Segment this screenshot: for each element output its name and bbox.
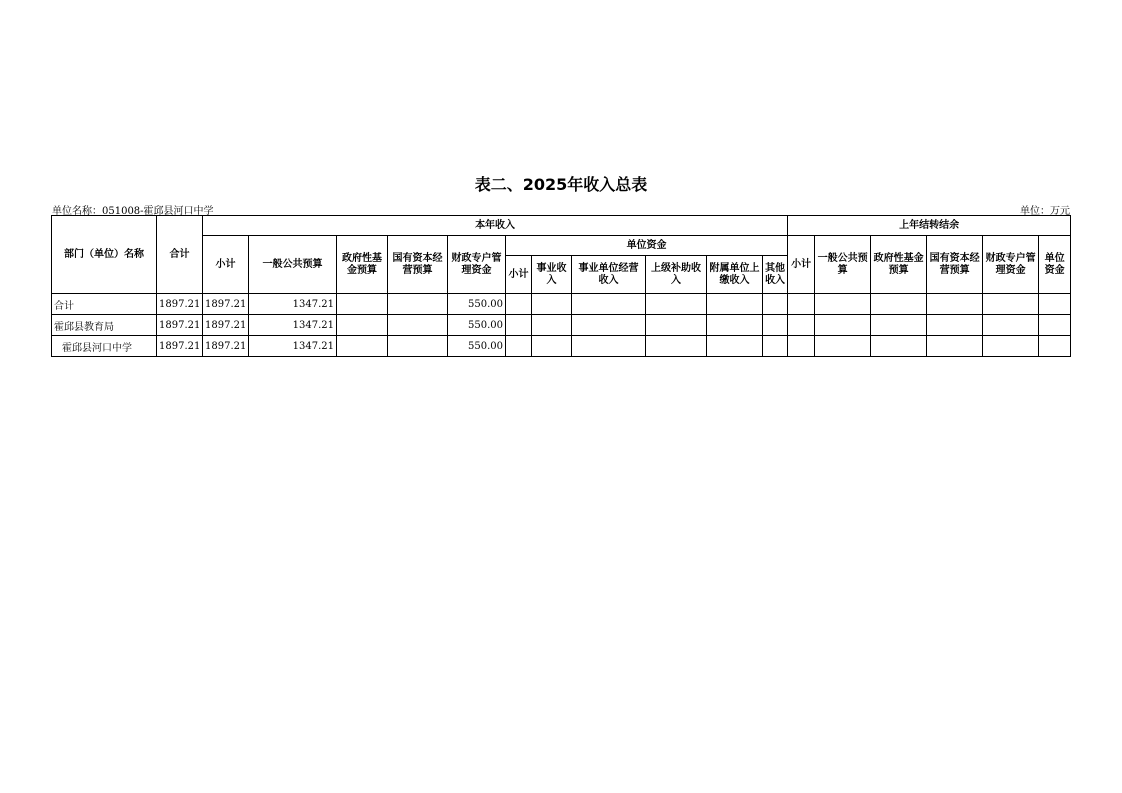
row-name: 霍邱县教育局 xyxy=(52,315,157,336)
row-total: 1897.21 xyxy=(157,336,203,357)
row-state-capital xyxy=(388,294,448,315)
header-ly-state-capital: 国有资本经营预算 xyxy=(927,236,983,294)
row-subtotal: 1897.21 xyxy=(203,336,249,357)
header-uf-subtotal: 小计 xyxy=(506,256,532,294)
header-state-capital: 国有资本经营预算 xyxy=(388,236,448,294)
row-gov-fund xyxy=(337,336,388,357)
row-fiscal-special: 550.00 xyxy=(448,336,506,357)
header-ly-subtotal: 小计 xyxy=(788,236,815,294)
header-general-budget: 一般公共预算 xyxy=(249,236,337,294)
row-gov-fund xyxy=(337,315,388,336)
row-name: 霍邱县河口中学 xyxy=(52,336,157,357)
header-ly-general: 一般公共预算 xyxy=(815,236,871,294)
header-dept: 部门（单位）名称 xyxy=(52,216,157,294)
row-subtotal: 1897.21 xyxy=(203,294,249,315)
table-row xyxy=(52,315,1071,336)
header-subtotal: 小计 xyxy=(203,236,249,294)
row-general: 1347.21 xyxy=(249,294,337,315)
header-uf-business: 事业收入 xyxy=(532,256,572,294)
row-general: 1347.21 xyxy=(249,315,337,336)
row-total: 1897.21 xyxy=(157,294,203,315)
header-total: 合计 xyxy=(157,216,203,294)
header-uf-operating: 事业单位经营收入 xyxy=(572,256,646,294)
header-ly-unit-funds: 单位资金 xyxy=(1039,236,1071,294)
unit-label: 单位：万元 xyxy=(1020,206,1070,217)
header-last-year: 上年结转结余 xyxy=(788,216,1071,236)
header-gov-fund: 政府性基金预算 xyxy=(337,236,388,294)
row-name: 合计 xyxy=(52,294,157,315)
header-this-year: 本年收入 xyxy=(203,216,788,236)
row-fiscal-special: 550.00 xyxy=(448,315,506,336)
row-state-capital xyxy=(388,336,448,357)
header-ly-fiscal-special: 财政专户管理资金 xyxy=(983,236,1039,294)
row-fiscal-special: 550.00 xyxy=(448,294,506,315)
header-uf-affiliated: 附属单位上缴收入 xyxy=(707,256,763,294)
row-subtotal: 1897.21 xyxy=(203,315,249,336)
header-uf-subsidy: 上级补助收入 xyxy=(646,256,707,294)
header-unit-funds: 单位资金 xyxy=(506,236,788,256)
row-gov-fund xyxy=(337,294,388,315)
income-summary-table xyxy=(51,215,1071,357)
header-ly-gov-fund: 政府性基金预算 xyxy=(871,236,927,294)
unit-name: 单位名称：051008-霍邱县河口中学 xyxy=(52,206,214,217)
table-row xyxy=(52,336,1071,357)
header-fiscal-special: 财政专户管理资金 xyxy=(448,236,506,294)
row-state-capital xyxy=(388,315,448,336)
row-total: 1897.21 xyxy=(157,315,203,336)
table-row xyxy=(52,294,1071,315)
header-uf-other: 其他收入 xyxy=(763,256,788,294)
row-general: 1347.21 xyxy=(249,336,337,357)
page-title: 表二、2025年收入总表 xyxy=(474,175,648,194)
